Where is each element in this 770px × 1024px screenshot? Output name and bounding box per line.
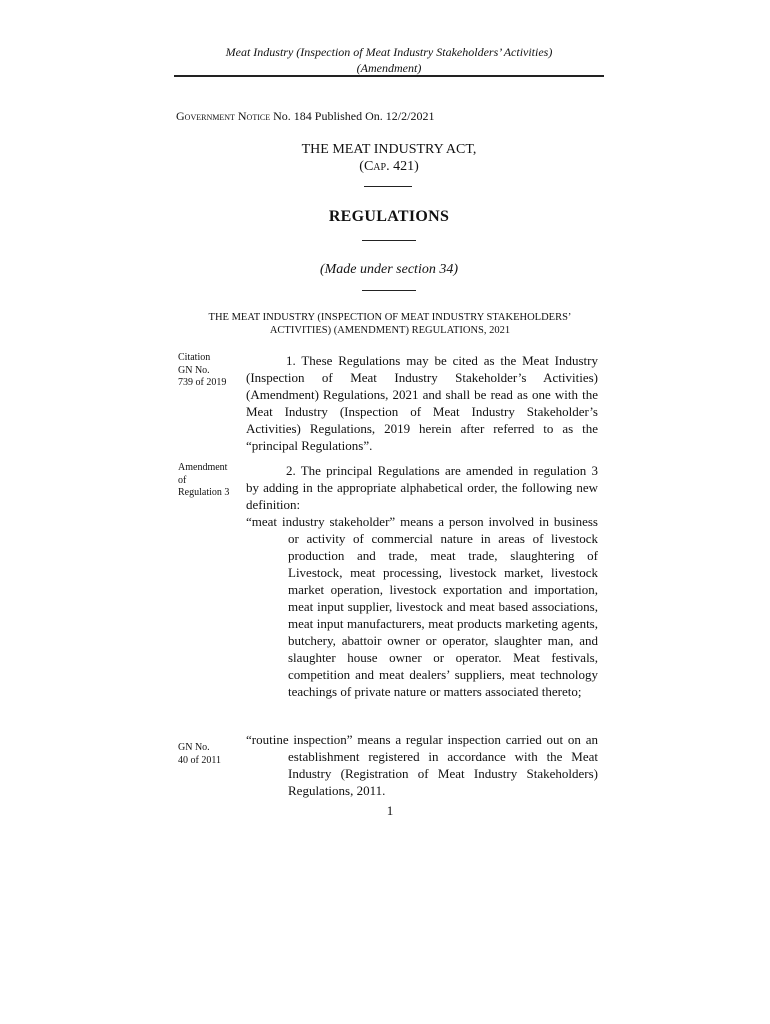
page-number: 1 bbox=[386, 803, 394, 818]
act-chapter-label: Cap bbox=[363, 159, 387, 174]
running-header-line-1: Meat Industry (Inspection of Meat Industry Stakeholders’ Activities) bbox=[225, 45, 553, 59]
definition-meat-industry-stakeholder: “meat industry stakeholder” means a person involved in business or activity of commercial nature in areas of livestock production and trade, meat trade, slaughtering of Livestock, meat processing, livestock market, livestock market operation, livestock exportation and importation, meat input supplier, livestock and meat based associations, meat input manufacturers, meat products marketing agents, butchery, abattoir owner or operator, slaughter man, and slaughter house owner or operator. Meat festivals, competition and meat dealers’ suppliers, meat technology teachings of private nature or matters associated thereto; bbox=[246, 514, 598, 699]
made-under-note: (Made under section 34) bbox=[319, 262, 459, 277]
regulations-title-line-1: THE MEAT INDUSTRY (INSPECTION OF MEAT INDUSTRY STAKEHOLDERS’ bbox=[208, 312, 572, 323]
side-note-line: Regulation 3 bbox=[178, 487, 230, 498]
regulations-title bbox=[190, 311, 590, 337]
definition-routine-inspection: “routine inspection” means a regular inspection carried out on an establishment registered in accordance with the Meat Industry (Registration of Meat Industry Stakeholders) Regulations, 2011. bbox=[246, 732, 598, 798]
side-note-amendment bbox=[178, 462, 242, 500]
header-rule bbox=[174, 75, 604, 77]
side-note-line: 739 of 2019 bbox=[178, 377, 227, 388]
side-note-line: GN No. bbox=[178, 742, 210, 753]
side-note-line: 40 of 2011 bbox=[178, 754, 221, 766]
act-chapter-number: . 421) bbox=[386, 159, 419, 174]
act-chapter bbox=[174, 158, 604, 175]
side-note-line: Amendment bbox=[178, 462, 228, 473]
regulations-heading: REGULATIONS bbox=[328, 208, 450, 225]
government-notice bbox=[176, 109, 434, 124]
government-notice-label: Government Notice bbox=[176, 109, 271, 123]
government-notice-text: No. 184 Published On. 12/2/2021 bbox=[273, 109, 435, 123]
running-header bbox=[174, 44, 604, 76]
side-note-gn-2011 bbox=[178, 742, 242, 767]
side-note-citation bbox=[178, 352, 242, 390]
side-note-line: GN No. bbox=[178, 364, 210, 376]
section-2-text: 2. The principal Regulations are amended in regulation 3 by adding in the appropriate alphabetical order, the following new definition: bbox=[246, 463, 598, 512]
act-chapter-open: ( bbox=[359, 159, 364, 174]
divider-rule bbox=[362, 240, 416, 241]
divider-rule bbox=[364, 186, 412, 187]
regulations-title-line-2: ACTIVITIES) (AMENDMENT) REGULATIONS, 2021 bbox=[269, 325, 511, 336]
side-note-line: Citation bbox=[178, 352, 211, 363]
side-note-line: of bbox=[178, 474, 187, 486]
divider-rule bbox=[362, 290, 416, 291]
running-header-line-2: (Amendment) bbox=[356, 61, 422, 75]
section-1-text: 1. These Regulations may be cited as the Meat Industry (Inspection of Meat Industry Stakeholder’s Activities) (Amendment) Regulations, 2021 and shall be read as one with the Meat Industry (Inspection of Meat Industry Stakeholder’s Activities) Regulations, 2019 herein after referred to as the “principal Regulations”. bbox=[246, 353, 598, 453]
act-title: THE MEAT INDUSTRY ACT, bbox=[301, 142, 477, 157]
